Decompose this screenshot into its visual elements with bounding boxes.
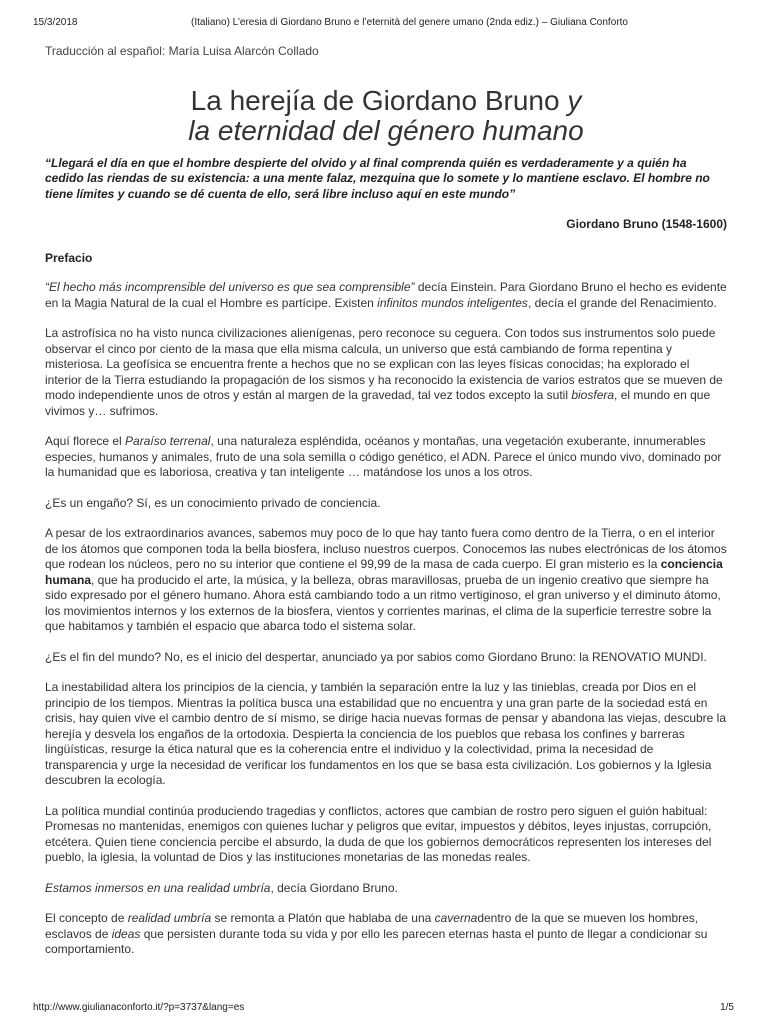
paragraph-text: A pesar de los extraordinarios avances, sabemos muy poco de lo que hay tanto fuera como dentro de la Tierra, o en el interior de los átomos que componen toda la bella biosfera, incluso nuestros cuerpos. Conocemos las nubes electrónicas de los átomos que rodean los núcleos, pero no su interior que contiene el 99,99 de la masa de cada cuerpo. El gran misterio es la — [45, 526, 727, 571]
body-paragraph — [45, 881, 727, 897]
paragraph-text: El concepto de — [45, 911, 128, 925]
title-line-1 — [191, 85, 582, 116]
print-footer — [33, 1002, 748, 1016]
title-line-1-text: La herejía de Giordano Bruno — [190, 84, 568, 116]
epigraph-quote: “Llegará el día en que el hombre despierte del olvido y al final comprenda quién es verdaderamente y a quién ha cedido las riendas de su existencia: a una mente falaz, mezquina que lo somete y lo mantiene esclavo. El hombre no tiene límites y cuando se dé cuenta de ello, será libre incluso aquí en este mundo” — [45, 155, 710, 201]
print-page-title: (Italiano) L’eresia di Giordano Bruno e l’eternità del genere umano (2nda ediz.) – Giuliana Conforto — [191, 17, 628, 28]
italic-text: infinitos mundos inteligentes — [377, 295, 528, 310]
body-paragraph — [45, 434, 727, 481]
paragraph-text: se remonta a Platón que hablaba de una — [211, 911, 435, 925]
paragraph-text: La inestabilidad altera los principios de la ciencia, y también la separación entre la luz y las tinieblas, creada por Dios en el principio de los tiempos. Mientras la política busca una estabilidad que no encuentra y una gran parte de la sociedad está en crisis, hay quien vive el cambio dentro de sí mismo, se dirige hacia nuevas formas de pensar y abandona las viejas, descubre la herejía y desvela los engaños de la ortodoxia. Despierta la conciencia de los pueblos que rebasa los confines y barreras lingüísticas, resurge la ética natural que es la coherencia entre el individuo y la colectividad, prima la necesidad de transparencia y urge la necesidad de verificar los fundamentos en los que se basa esta civilización. Los gobiernos y la Iglesia descubren la ecología. — [45, 680, 727, 787]
quote-author: Giordano Bruno (1548-1600) — [566, 217, 727, 231]
title-line-2: la eternidad del género humano — [188, 114, 584, 146]
body-paragraph — [45, 280, 727, 311]
paragraph-text: , que ha producido el arte, la música, y la belleza, obras maravillosas, prueba de un ingenio creativo que siempre ha sido expresado por el género humano. Ahora está cambiando todo a un ritmo vertiginoso, el gran universo y el diminuto átomo, los movimientos internos y los externos de la biosfera, vientos y corrientes marinas, el clima de la superficie terrestre sobre la que habitamos y también el espacio que abarca todo el sistema solar. — [45, 572, 721, 633]
italic-text: Paraíso terrenal — [125, 434, 211, 448]
page-number: 1/5 — [720, 1002, 734, 1013]
section-title-prefacio: Prefacio — [45, 250, 93, 265]
body-paragraph — [45, 650, 727, 666]
paragraph-text: dentro de la que se mueven los hombres, esclavos de — [45, 911, 699, 941]
body-paragraph — [45, 911, 727, 958]
body-paragraph — [45, 804, 727, 866]
paragraph-text: , decía Giordano Bruno. — [270, 880, 398, 895]
paragraph-text: Aquí florece el — [45, 434, 126, 448]
article-body — [45, 280, 727, 958]
translator-credit: Traducción al español: María Luisa Alarcón Collado — [45, 44, 319, 58]
paragraph-text: La política mundial continúa produciendo tragedias y conflictos, actores que cambian de rostro pero siguen el guión habitual: Promesas no mantenidas, enemigos con quienes luchar y peligros que evitar, impuestos y débitos, leyes injustas, corrupción, etcétera. Quien tiene conciencia percibe el absurdo, la duda de que los gobiernos democráticos representen los intereses del pueblo, la iglesia, la voluntad de Dios y las instituciones monetarias de las monedas reales. — [45, 803, 712, 864]
body-paragraph — [45, 496, 727, 512]
body-paragraph — [45, 680, 727, 789]
paragraph-text: , una naturaleza espléndida, océanos y montañas, una vegetación exuberante, innumerables especies, humanos y animales, fruto de una sola semilla o código genético, el ADN. Parece el único mundo vivo, dominado por la humanidad que es laboriosa, creativa y tan inteligente … matándose los unos a los otros. — [45, 434, 722, 479]
body-paragraph — [45, 526, 727, 635]
italic-text: biosfera — [571, 388, 615, 402]
paragraph-text: que persisten durante toda su vida y por ello les parecen eternas hasta el punto de llegar a condicionar su comportamiento. — [45, 926, 708, 956]
italic-text: “El hecho más incomprensible del universo es que sea comprensible” — [45, 280, 415, 294]
paragraph-text: , el mundo en que vivimos y… sufrimos. — [45, 388, 711, 418]
title-line-1-italic: y — [567, 84, 582, 116]
italic-text: ideas — [111, 926, 141, 941]
bold-text: conciencia humana — [45, 557, 723, 587]
paragraph-text: La astrofísica no ha visto nunca civilizaciones alienígenas, pero reconoce su ceguera. Con todos sus instrumentos solo puede observar el cinco por ciento de la masa que ella misma calcula, un universo que está cambiando de forma repentina y misteriosa. La geofísica se encuentra frente a hechos que no se explican con las leyes físicas conocidas; ha explorado el interior de la Tierra estudiando la propagación de los sismos y ha reconocido la existencia de varios estratos que se mueven de modo independiente unos de otros y están al margen de la gravedad, tal vez todos excepto la sutil — [45, 326, 723, 402]
print-date: 15/3/2018 — [33, 17, 78, 28]
paragraph-text: , decía el grande del Renacimiento. — [527, 295, 717, 310]
print-header — [33, 17, 748, 31]
article-content — [45, 44, 727, 958]
italic-text: Estamos inmersos en una realidad umbría — [45, 880, 271, 895]
print-url: http://www.giulianaconforto.it/?p=3737&lang=es — [33, 1002, 245, 1013]
italic-text: realidad umbría — [127, 911, 212, 925]
article-title — [45, 86, 727, 146]
italic-text: caverna — [434, 911, 478, 925]
body-paragraph — [45, 326, 727, 419]
paragraph-text: decía Einstein. Para Giordano Bruno el hecho es evidente en la Magia Natural de la cual el Hombre es partícipe. Existen — [45, 280, 727, 310]
paragraph-text: ¿Es el fin del mundo? No, es el inicio del despertar, anunciado ya por sabios como Giordano Bruno: la RENOVATIO MUNDI. — [45, 649, 707, 664]
paragraph-text: ¿Es un engaño? Sí, es un conocimiento privado de conciencia. — [45, 495, 381, 510]
